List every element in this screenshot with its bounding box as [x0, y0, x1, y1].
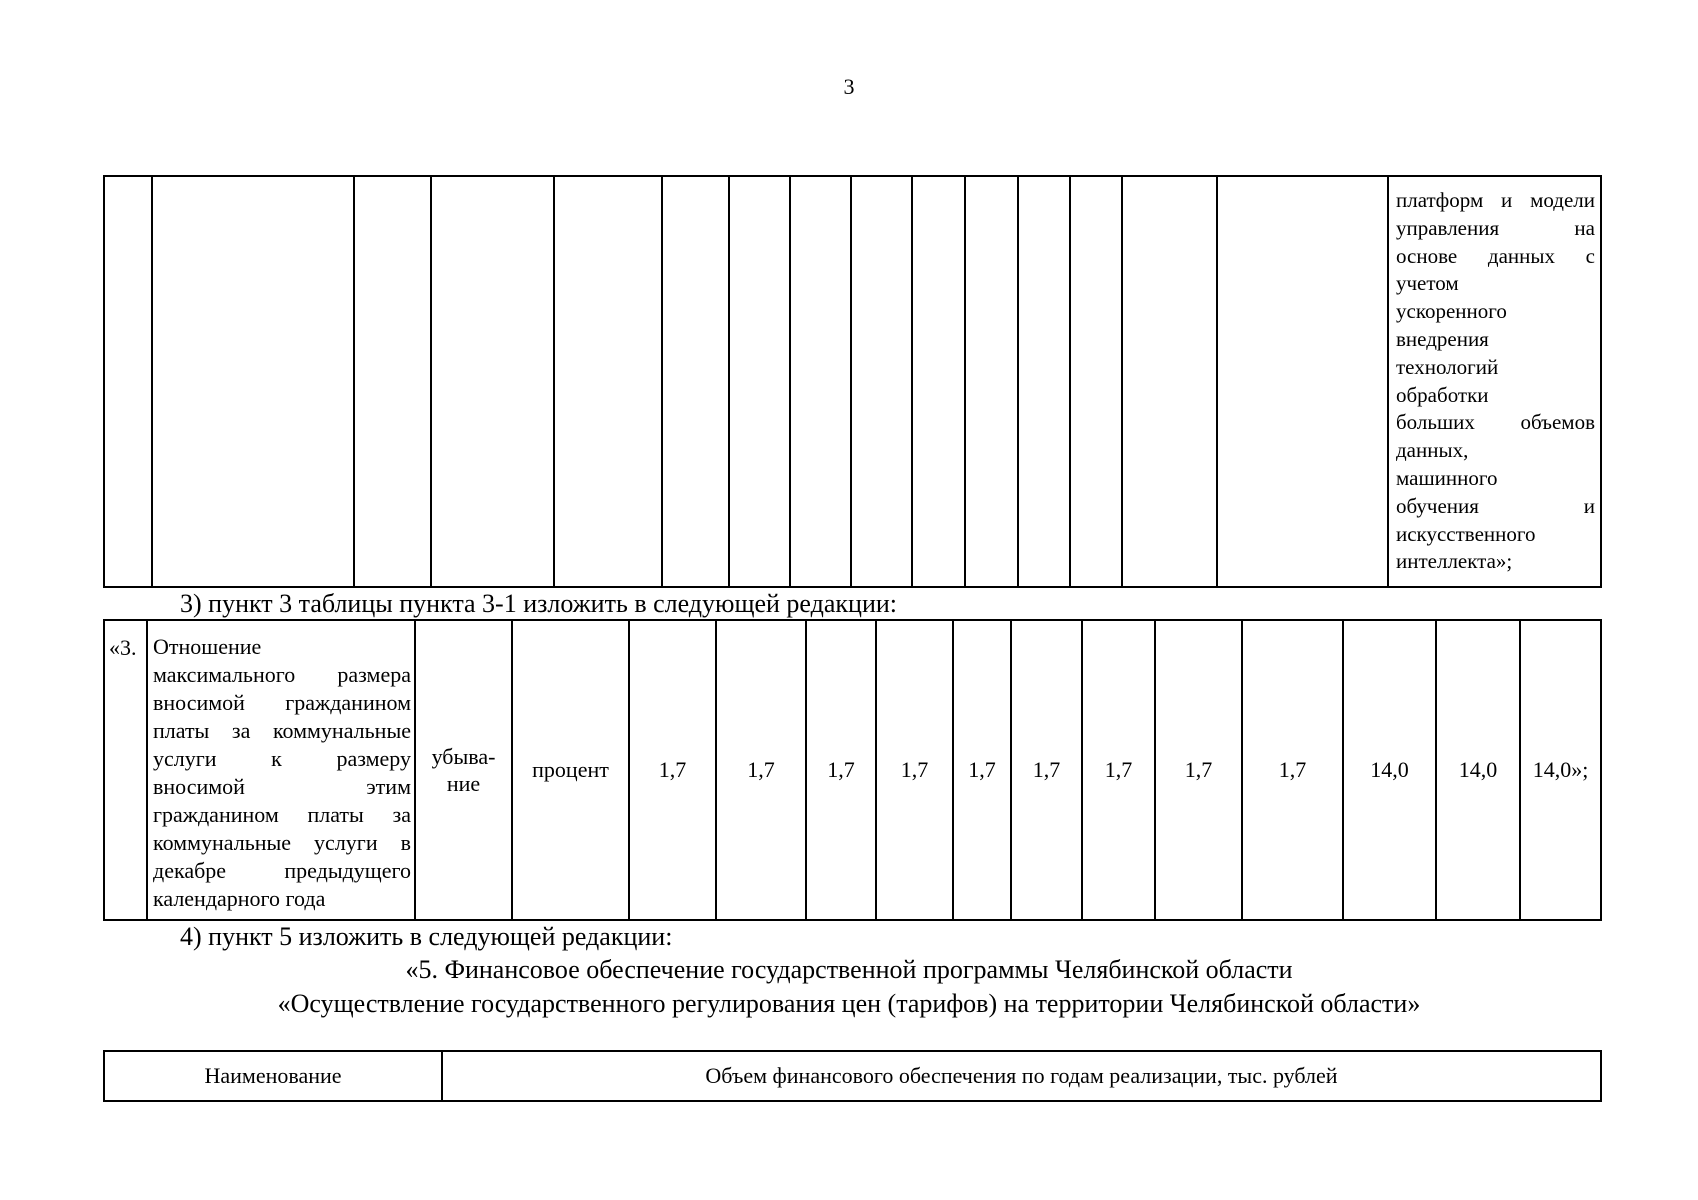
table-cell [554, 176, 662, 587]
text-line: обучения и [1396, 493, 1595, 518]
text-line: учетом [1396, 271, 1459, 296]
column-header-volume: Объем финансового обеспечения по годам реализации, тыс. рублей [442, 1051, 1601, 1101]
text-line: Отношение [153, 634, 262, 659]
paragraph-item-4: 4) пункт 5 изложить в следующей редакции: [180, 922, 673, 951]
table-cell [104, 176, 152, 587]
value-cell: 1,7 [1011, 620, 1082, 920]
table-cell [790, 176, 851, 587]
paragraph-item-3: 3) пункт 3 таблицы пункта 3-1 изложить в следующей редакции: [180, 589, 897, 618]
text-line: технологий [1396, 354, 1499, 379]
table-row [104, 176, 1601, 587]
text-line: платформ и модели [1396, 188, 1595, 212]
table-cell [431, 176, 554, 587]
text-line: максимального размера [153, 662, 411, 687]
value-cell: 1,7 [876, 620, 953, 920]
text-line: ние [446, 771, 481, 796]
table-cell [851, 176, 912, 587]
text-line: вносимой гражданином [153, 690, 411, 715]
text-line: обработки [1396, 382, 1489, 407]
section-heading-line-1: «5. Финансовое обеспечение государственной программы Челябинской области [405, 955, 1293, 984]
text-line: вносимой этим [153, 774, 411, 799]
text-line: управления на [1396, 215, 1595, 240]
table-row [104, 620, 1601, 920]
table-cell [662, 176, 729, 587]
table-cell [912, 176, 965, 587]
unit-cell: процент [512, 620, 629, 920]
text-line: ускоренного [1396, 299, 1507, 324]
table-cell [1018, 176, 1070, 587]
table-cell [354, 176, 431, 587]
text-line: машинного [1396, 465, 1498, 490]
value-cell: 1,7 [1082, 620, 1155, 920]
value-cell: 1,7 [1155, 620, 1242, 920]
text-line: больших объемов [1396, 410, 1595, 435]
text-line: убыва- [431, 744, 496, 769]
value-cell: 1,7 [953, 620, 1011, 920]
indicators-table-continuation [103, 175, 1602, 588]
value-cell: 14,0»; [1520, 620, 1601, 920]
value-cell: 1,7 [1242, 620, 1343, 920]
table-cell [1122, 176, 1217, 587]
value-cell: 1,7 [806, 620, 876, 920]
column-header-name: Наименование [104, 1051, 442, 1101]
text-line: декабре предыдущего [153, 858, 411, 883]
text-line: искусственного [1396, 521, 1536, 546]
text-line: услуги к размеру [153, 746, 411, 771]
text-line: интеллекта»; [1396, 549, 1513, 574]
text-line: платы за коммунальные [153, 718, 411, 743]
financing-table [103, 1050, 1602, 1102]
table-cell [965, 176, 1018, 587]
row-number-cell: «3. [104, 620, 147, 920]
text-line: календарного года [153, 886, 326, 911]
value-cell: 14,0 [1436, 620, 1520, 920]
page-number: 3 [843, 74, 855, 99]
text-line: коммунальные услуги в [153, 830, 411, 855]
value-cell: 14,0 [1343, 620, 1436, 920]
value-cell: 1,7 [629, 620, 716, 920]
value-cell: 1,7 [716, 620, 806, 920]
table-cell [1070, 176, 1122, 587]
table-header-row [104, 1051, 1601, 1101]
table-cell [729, 176, 790, 587]
table-cell [152, 176, 354, 587]
text-line: внедрения [1396, 326, 1489, 351]
indicator-row-table [103, 619, 1602, 921]
text-line: гражданином платы за [153, 802, 411, 827]
section-heading-line-2: «Осуществление государственного регулирования цен (тарифов) на территории Челябинской области» [277, 989, 1421, 1018]
continuation-text-cell [1388, 176, 1601, 587]
indicator-name-cell [147, 620, 415, 920]
text-line: данных, [1396, 438, 1469, 463]
direction-cell [415, 620, 512, 920]
table-cell [1217, 176, 1388, 587]
text-line: основе данных с [1396, 243, 1595, 268]
